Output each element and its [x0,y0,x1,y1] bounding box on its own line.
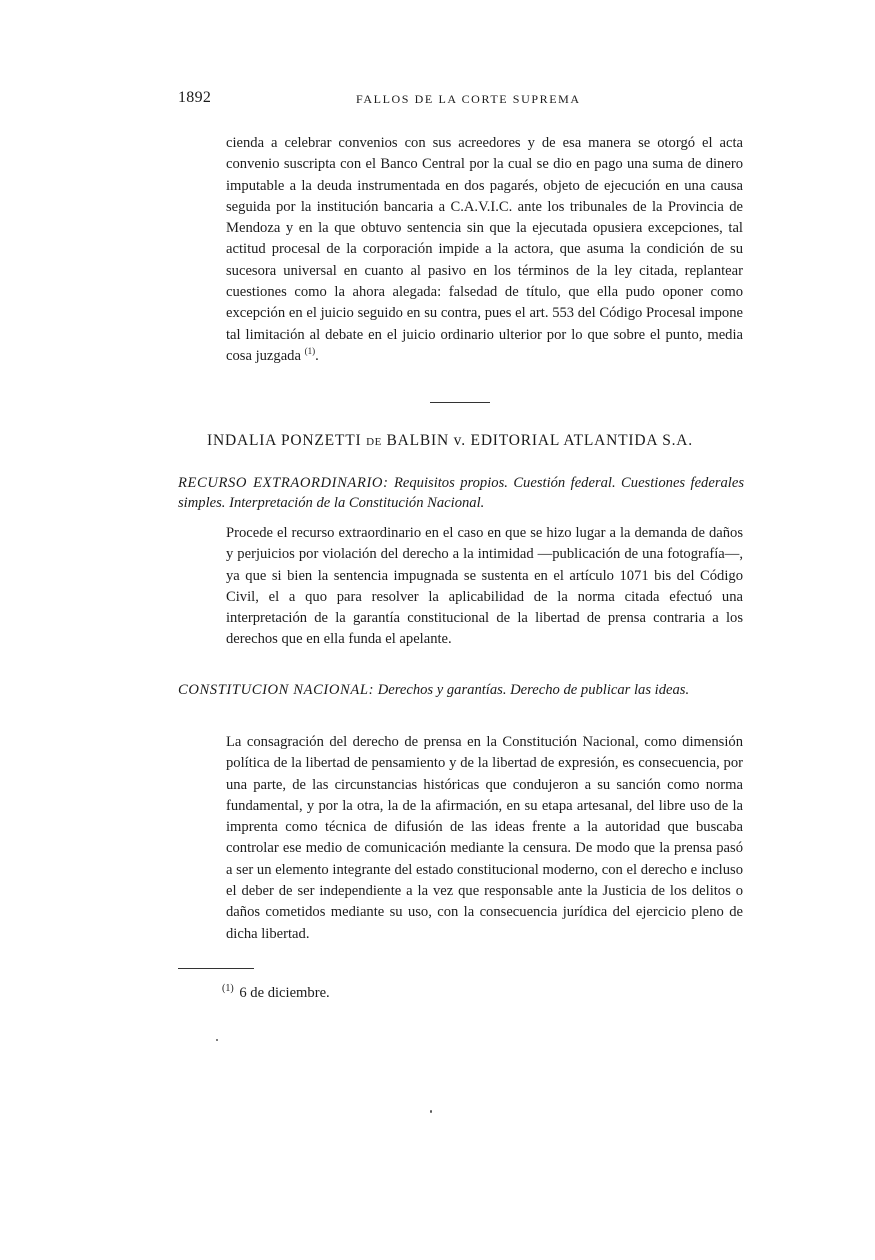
footnote-rule [178,968,254,969]
summary-heading-rest: Derechos y garantías. Derecho de publicar las ideas. [377,682,690,698]
summary-text-recurso: Procede el recurso extraordinario en el caso en que se hizo lugar a la demanda de daños y perjuicios por violación del derecho a la intimidad —publicación de una fotografía—, ya que si bien la sentencia impugnada se sustenta en el artículo 1071 bis del Código Civil, el a quo para resolver la aplicabilidad de la norma citada efectuó una interpretación de la garantía constitucional de la libertad de prensa contraria a los derechos que en ella funda el apelante. [226,525,743,648]
page-number: 1892 [178,89,212,106]
case-separator [430,402,490,403]
case-title-plaintiff: INDALIA PONZETTI [207,432,362,449]
footnote-mark: (1) [222,983,234,994]
scan-speck [216,1039,218,1041]
summary-heading-recurso [178,473,744,513]
summary-text-constitucion: La consagración del derecho de prensa en la Constitución Nacional, como dimensión política de la libertad de pensamiento y de la libertad de expresión, es consecuencia, por una parte, de las circunstancias históricas que condujeron a su sanción como norma fundamental, y por la otra, la de la afirmación, en su etapa artesanal, del libre uso de la imprenta como técnica de difusión de las ideas frente a la autoridad que buscaba controlar ese medio de comunicación mediante la censura. De modo que la prensa pasó a ser un elemento integrante del estado constitucional moderno, con el derecho e incluso el deber de ser independiente a la vez que responsable ante la Justicia de los delitos o daños cometidos mediante su uso, con la consecuencia jurídica del ejercicio pleno de dicha libertad. [226,734,743,942]
continuation-text: cienda a celebrar convenios con sus acreedores y de esa manera se otorgó el acta convenio suscripta con el Banco Central por la cual se dio en pago una suma de dinero imputable a la deuda instrumentada en dos pagarés, objeto de ejecución en una causa seguida por la institución bancaria a C.A.V.I.C. ante los tribunales de la Provincia de Mendoza y en la que obtuvo sentencia sin que la ejecutada opusiera excepciones, tal actitud procesal de la corporación impide a la actora, que asuma la condición de su sucesora universal en cuanto al pasivo en los términos de la ley citada, replantear cuestiones como la ahora alegada: falsedad de título, que ella pudo oponer como excepción en el juicio seguido en su contra, pues el art. 553 del Código Procesal impone tal limitación al debate en el juicio ordinario ulterior por lo que sobre el punto, media cosa juzgada [226,135,743,364]
footnote-text: 6 de diciembre. [239,984,330,1001]
summary-heading-rest: Requisitos propios. Cuestión federal. Cuestiones federales simples. Interpretación de la Constitución Nacional. [178,475,745,511]
running-head: FALLOS DE LA CORTE SUPREMA [356,92,581,106]
footnote-reference: (1) [304,346,316,357]
case-title [207,432,693,450]
summary-heading-caps: RECURSO EXTRAORDINARIO: [178,475,389,491]
footnote [222,983,330,1002]
case-title-de: DE [366,436,382,448]
previous-case-continuation: cienda a celebrar convenios con sus acreedores y de esa manera se otorgó el acta convenio suscripta con el Banco Central por la cual se dio en pago una suma de dinero imputable a la deuda instrumentada en dos pagarés, objeto de ejecución en una causa seguida por la institución bancaria a C.A.V.I.C. ante los tribunales de la Provincia de Mendoza y en la que obtuvo sentencia sin que la ejecutada opusiera excepciones, tal actitud procesal de la corporación impide a la actora, que asuma la condición de su sucesora universal en cuanto al pasivo en los términos de la ley citada, replantear cuestiones como la ahora alegada: falsedad de título, que ella pudo oponer como excepción en el juicio seguido en su contra, pues el art. 553 del Código Procesal impone tal limitación al debate en el juicio ordinario ulterior por lo que sobre el punto, media cosa juzgada $^{(1)}$. [226,135,743,364]
page-header [178,89,746,113]
scan-speck [430,1110,432,1113]
summary-heading-caps: CONSTITUCION NACIONAL: [178,682,375,698]
case-title-rest: BALBIN v. EDITORIAL ATLANTIDA S.A. [386,432,693,449]
summary-heading-constitucion [178,680,744,700]
